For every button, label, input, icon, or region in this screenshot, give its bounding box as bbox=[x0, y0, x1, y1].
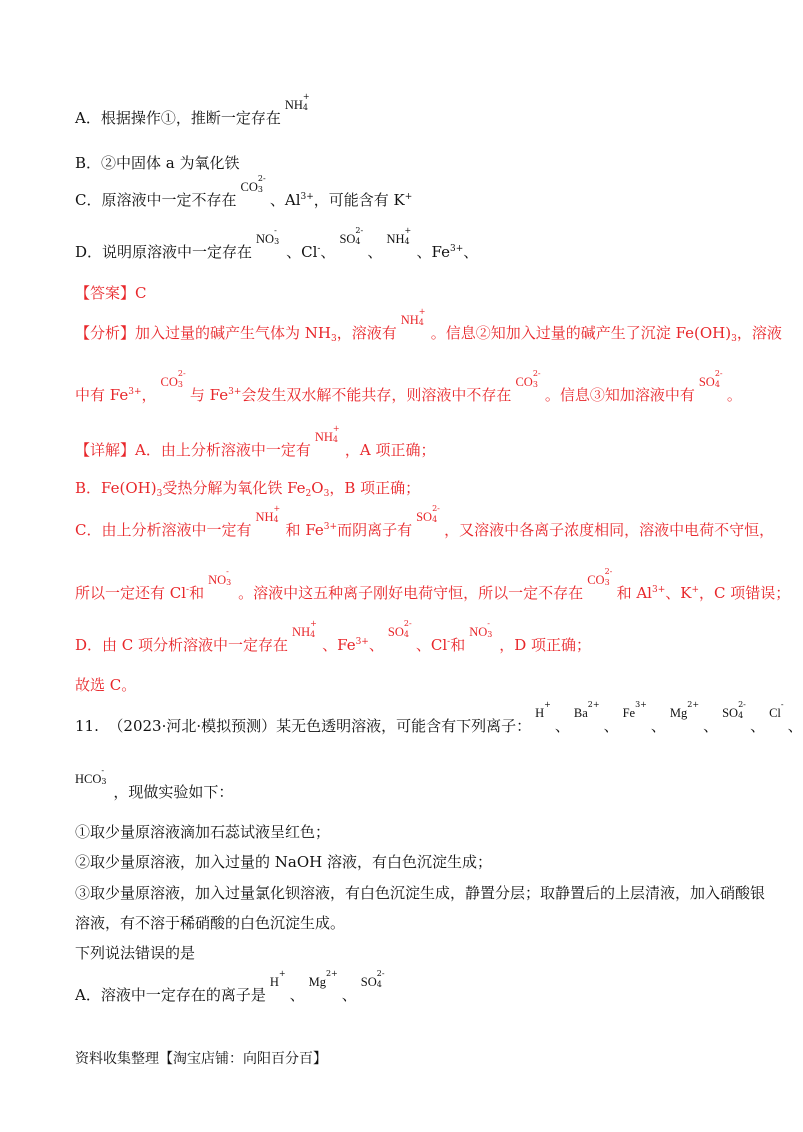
detail-a: 【详解】A．由上分析溶液中一定有NH + 4 ，A 项正确； bbox=[75, 424, 436, 459]
ion-so4: SO 2- 4 bbox=[339, 226, 364, 246]
question-prompt: 下列说法错误的是 bbox=[75, 944, 196, 962]
step-3-line-2: 溶液，有不溶于稀硝酸的白色沉淀生成。 bbox=[75, 914, 346, 932]
ion-no3: NO - 3 bbox=[208, 567, 232, 587]
ion-so4: SO 2- 4 bbox=[360, 969, 385, 989]
final-choice: 故选 C。 bbox=[75, 676, 137, 694]
ion-mg: $Mg^{2+}$ bbox=[669, 699, 700, 720]
ion-cl: Cl- bbox=[769, 699, 784, 720]
detail-c-line-2: 所以一定还有 Cl-和NO - 3 。溶液中这五种离子刚好电荷守恒，所以一定不存在CO 2- 3 和 $Al^{3+}$、K+，C 项错误； bbox=[75, 567, 791, 602]
step-1: ①取少量原溶液滴加石蕊试液呈红色； bbox=[75, 823, 331, 841]
ion-nh4: NH + 4 bbox=[314, 424, 340, 444]
option-c: C．原溶液中一定不存在CO 2- 3 、$Al^{3+}$，可能含有 K+ bbox=[75, 174, 413, 209]
ion-so4: SO 2- 4 bbox=[698, 369, 723, 389]
footer: 资料收集整理【淘宝店铺：向阳百分百】 bbox=[75, 1051, 327, 1067]
ion-nh4: NH + 4 bbox=[400, 307, 426, 327]
analysis-line-1: 【分析】加入过量的碱产生气体为 $NH_3$，溶液有NH + 4 。信息②知加入过量的碱产生了沉淀 $Fe(OH)_3$，溶液 bbox=[75, 307, 782, 344]
ion-so4: SO 2- 4 bbox=[416, 504, 440, 524]
detail-c-line-1: C．由上分析溶液中一定有NH + 4 和 $Fe^{3+}$而阴离子有SO 2- 4 ，又溶液中各离子浓度相同，溶液中电荷不守恒， bbox=[75, 504, 775, 539]
ion-no3: NO - 3 bbox=[469, 619, 493, 639]
ion-mg: $Mg^{2+}$ bbox=[308, 968, 338, 989]
ion-co3: CO 2- 3 bbox=[587, 567, 613, 587]
question-11-line-2: HCO - 3 ，现做实验如下： bbox=[75, 766, 234, 801]
analysis-line-2: 中有 $Fe^{3+}$，CO 2- 3 与 $Fe^{3+}$会发生双水解不能共存，则溶液中不存在CO 2- 3 。信息③知加溶液中有SO 2- 4 。 bbox=[75, 369, 742, 404]
detail-d: D．由 C 项分析溶液中一定存在NH + 4 、$Fe^{3+}$、SO 2- 4 、Cl-和NO - 3 ，D 项正确； bbox=[75, 619, 592, 654]
ion-h: H+ bbox=[535, 699, 551, 720]
ion-so4: SO 2- 4 bbox=[387, 619, 412, 639]
ion-hco3: HCO - 3 bbox=[75, 766, 107, 786]
option-b: B．②中固体 a 为氧化铁 bbox=[75, 154, 240, 172]
ion-nh4: NH + 4 bbox=[292, 619, 317, 639]
ion-ba: $Ba^{2+}$ bbox=[573, 699, 600, 720]
ion-fe: $Fe^{3+}$ bbox=[622, 699, 647, 720]
step-2: ②取少量原溶液，加入过量的 NaOH 溶液，有白色沉淀生成； bbox=[75, 853, 492, 871]
ion-h: H+ bbox=[269, 968, 286, 989]
ion-nh4: NH + 4 bbox=[386, 226, 412, 246]
ion-so4: SO 2- 4 bbox=[722, 700, 746, 720]
ion-no3: NO - 3 bbox=[256, 226, 280, 246]
detail-b: B．$Fe(OH)_3$受热分解为氧化铁 $Fe_2O_3$，B 项正确； bbox=[75, 479, 421, 499]
option-d: D．说明原溶液中一定存在NO - 3 、Cl-、SO 2- 4 、NH + 4 、$Fe^{3+}$、 bbox=[75, 226, 479, 261]
ion-co3: CO 2- 3 bbox=[515, 369, 541, 389]
answer: 【答案】C bbox=[75, 284, 147, 302]
ion-nh4: NH + 4 bbox=[255, 504, 281, 524]
question-11-header: 11. （2023·河北·模拟预测）某无色透明溶液，可能含有下列离子：H+、$Ba^{2+}$、$Fe^{3+}$、$Mg^{2+}$、SO 2- 4 、Cl-、 bbox=[75, 699, 803, 735]
ion-co3: CO 2- 3 bbox=[160, 369, 186, 389]
question-11-option-a: A．溶液中一定存在的离子是H+、$Mg^{2+}$、SO 2- 4 bbox=[75, 968, 385, 1004]
ion-co3: CO 2- 3 bbox=[240, 174, 266, 194]
ion-nh4: NH + 4 bbox=[284, 92, 310, 112]
step-3-line-1: ③取少量原溶液，加入过量氯化钡溶液，有白色沉淀生成，静置分层；取静置后的上层清液，加入硝酸银 bbox=[75, 884, 766, 902]
option-a: A．根据操作①，推断一定存在NH + 4 bbox=[75, 92, 310, 127]
